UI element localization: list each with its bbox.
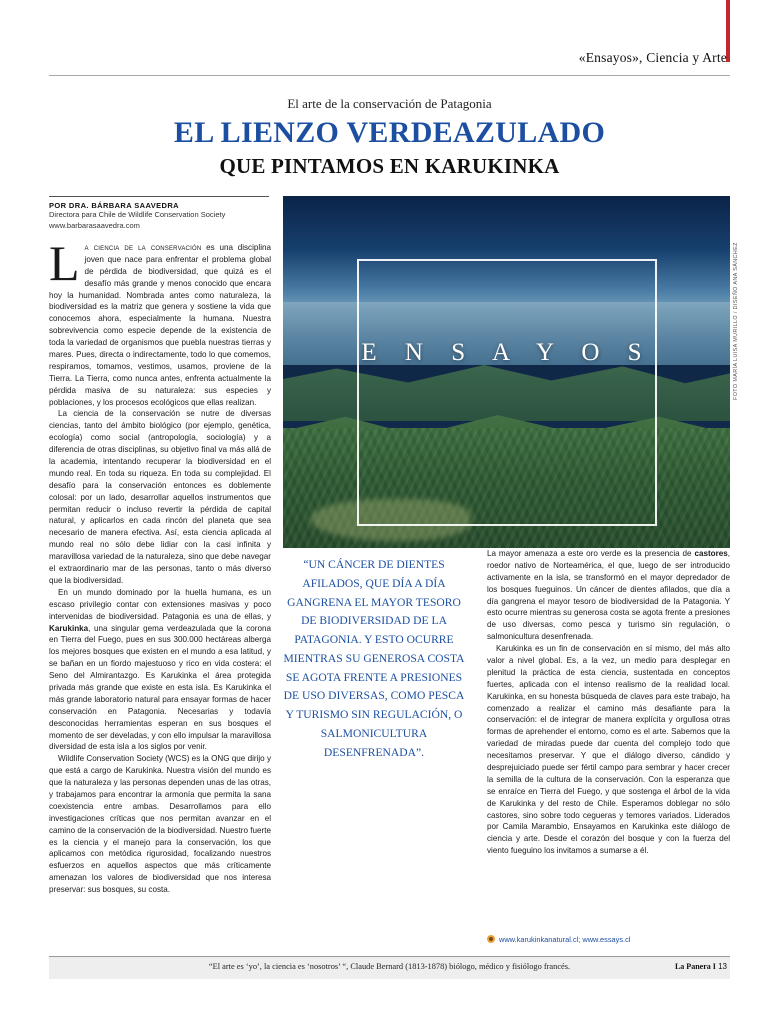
hero-photo <box>283 196 730 548</box>
page-subtitle: QUE PINTAMOS EN KARUKINKA <box>219 154 560 178</box>
photo-overlay-frame <box>357 259 657 526</box>
byline-url: www.barbarasaavedra.com <box>49 220 140 230</box>
paragraph: La ciencia de la conservación se nutre de diversas ciencias, tanto del ámbito biológico (por ejemplo, genética, ecología) como social (antropología, sociología) y a diferencia de otras disciplinas, su objetivo final va más allá de la academia, intentando recuperar la biodiversidad en el mundo real. En toda su riqueza. En toda su complejidad. El desafío para la conservación entonces es doblemente colosal: por un lado, desarrollar aquellos instrumentos que permitan reducir o incluso revertir la pérdida de capital natural, y aplicarlos en cada rincón del planeta que sea necesario de manera efectiva. Así, esta ciencia aplicada al mundo real no sólo debe lidiar con la casi infinita y maravillosa variedad de la naturaleza, sino que debe navegar el extraordinario mar de las personas, tanto o más diverso que la biodiversidad. <box>49 409 271 585</box>
footer-quote: “El arte es ‘yo’, la ciencia es ‘nosotros’ “, Claude Bernard (1813-1878) biólogo, médico y fisiólogo francés. <box>208 962 571 971</box>
footer-brand: La Panera I <box>674 962 716 971</box>
byline <box>49 196 269 232</box>
body-column-1 <box>49 235 272 896</box>
keyword-castores: castores <box>694 549 728 558</box>
paragraph-part: En un mundo dominado por la huella humana, es un escaso privilegio contar con extensiones masivas y poco intervenidas de biodiversidad. Patagonia es una de ellas, y <box>49 587 271 621</box>
lead-rest: es una disciplina joven que nace para enfrentar el problema global de pérdida de biodiversidad, que quizá es el desafío más grande y menos conocido que encara hoy la humanidad. Nombrada antes como naturaleza, la biodiversidad es la matriz que genera y sostiene la vida que conocemos ahora, especialmente la humana. Nuestra sobrevivencia como especie depende de la existencia de toda la variedad de organismos que puebla nuestras tierras y mares. Pues, directa o indirectamente, todo lo que comemos, respiramos, tomamos, vestimos, usamos, proviene de la Tierra. La Tierra, como nunca antes, enfrenta actualmente la pérdida masiva de su naturaleza: sus especies y poblaciones, y los procesos ecológicos que ellas realizan. <box>49 243 272 407</box>
byline-role: Directora para Chile de Wildlife Conservation Society <box>49 210 226 219</box>
paragraph <box>487 548 730 643</box>
paragraph <box>49 587 271 753</box>
paragraph-part: , roedor nativo de Norteamérica, el que, luego de ser introducido activamente en la isla, se transformó en el mayor depredador de los bosques fueguinos. Un cáncer de dientes afilados, que día a día gangrena el mayor tesoro de biodiversidad de la Patagonia. Y esto ocurre mientras su generosa costa se agota frente a presiones de uso diversas, como pesca y turismo sin regulación, o salmonicultura desenfrenada. <box>487 549 730 642</box>
paragraph-part: La mayor amenaza a este oro verde es la presencia de <box>487 549 695 558</box>
pull-quote: “UN CÁNCER DE DIENTES AFILADOS, QUE DÍA A DÍA GANGRENA EL MAYOR TESORO DE BIODIVERSIDAD DE LA PATAGONIA. Y ESTO OCURRE MIENTRAS SU GENEROSA COSTA SE AGOTA FRENTE A PRESIONES DE USO DIVERSAS, COMO PESCA Y TURISMO SIN REGULACIÓN, O SALMONICULTURA DESENFRENADA”. <box>283 558 465 759</box>
body-column-3 <box>487 548 730 857</box>
globe-icon <box>487 935 495 943</box>
keyword-karukinka: Karukinka <box>49 623 89 633</box>
paragraph: Karukinka es un fin de conservación en sí mismo, del más alto valor a nivel global. Es, a la vez, un medio para desplegar en plenitud la práctica de esta ciencia, sustentada en conceptos fuertes, aplicada con el intenso realismo de la realidad local. Karukinka, en su honesta búsqueda de claves para este trabajo, ha comenzado a realizar el camino más desafiante para la conservación: el de integrar de manera explícita y orgullosa otras formas de aprehender el entorno, como es el arte. Sabemos que la variedad de miradas puede dar cuenta del complejo todo que necesitamos preservar. Y que el diálogo diverso, cándido y desprejuiciado puede ser fértil campo para sembrar y hacer crecer la semilla de la cultura de la conservación. Con la esperanza que se enraíce en Tierra del Fuego, y que sostenga el árbol de la vida de Karukinka y del resto de Chile. Esperamos doblegar no sólo castores, sino sobre todo cegueras y temores variados. Liderados por Camila Marambio, Ensayamos en Karukinka este diálogo de ciencia y arte. Desde el corazón del bosque y con la fuerza del viento fueguino los invitamos a sumarse a él. <box>487 644 730 856</box>
web-links-text[interactable]: www.karukinkanatural.cl; www.essays.cl <box>499 935 631 944</box>
page-title: EL LIENZO VERDEAZULADO <box>173 116 606 149</box>
photo-credit: FOTO MARÍA LUISA MURILLO / DISEÑO ANA SÁNCHEZ <box>733 242 739 400</box>
photo-overlay-word: E N S A Y O S <box>361 339 653 366</box>
article-kicker: El arte de la conservación de Patagonia <box>287 96 492 111</box>
paragraph: Wildlife Conservation Society (WCS) es la ONG que dirijo y que está a cargo de Karukinka. Nuestra visión del mundo es que la naturaleza y las personas dependen unas de las otras, y trabajamos para encontrar la armonía que permita la sana coexistencia entre ambas. Desarrollamos para ello investigaciones críticas que nos permitan avanzar en el camino de la conservación de la biodiversidad. Nuestro fuerte es la ciencia y el manejo para la conservación, los que aplicamos con metódica rigurosidad, focalizando nuestros esfuerzos en aquellos aspectos que más críticamente amenazan los valores de biodiversidad que nos interesa preservar: sus bosques, su costa. <box>49 754 271 895</box>
paragraph-part: , una singular gema verdeazulada que la corona en Tierra del Fuego, pues en sus 300.000 hectáreas alberga los mejores bosques que existen en el mundo a esa latitud, y se bañan en un fiordo majestuoso y rico en vida costera: el Seno del Almirantazgo. Es Karukinka el área protegida privada más grande que existe en esta isla. Es Karukinka el más grande laboratorio natural para ensayar formas de hacer conservación en Patagonia. Necesarias y todavía desconocidas herramientas esperan en sus bosques el momento de ser develadas, y con ello impulsar la maravillosa diversidad de esta isla a los siglos por venir. <box>49 623 271 752</box>
paragraph <box>49 235 272 408</box>
lead-smallcaps: a ciencia de la conservación <box>84 243 202 252</box>
section-title: «Ensayos», Ciencia y Arte <box>578 50 727 65</box>
footer-page-number: 13 <box>718 962 727 971</box>
dropcap: L <box>49 235 80 291</box>
web-links[interactable] <box>487 935 730 944</box>
byline-author: POR DRA. BÁRBARA SAAVEDRA <box>49 201 180 210</box>
footer-page-info <box>675 962 727 971</box>
